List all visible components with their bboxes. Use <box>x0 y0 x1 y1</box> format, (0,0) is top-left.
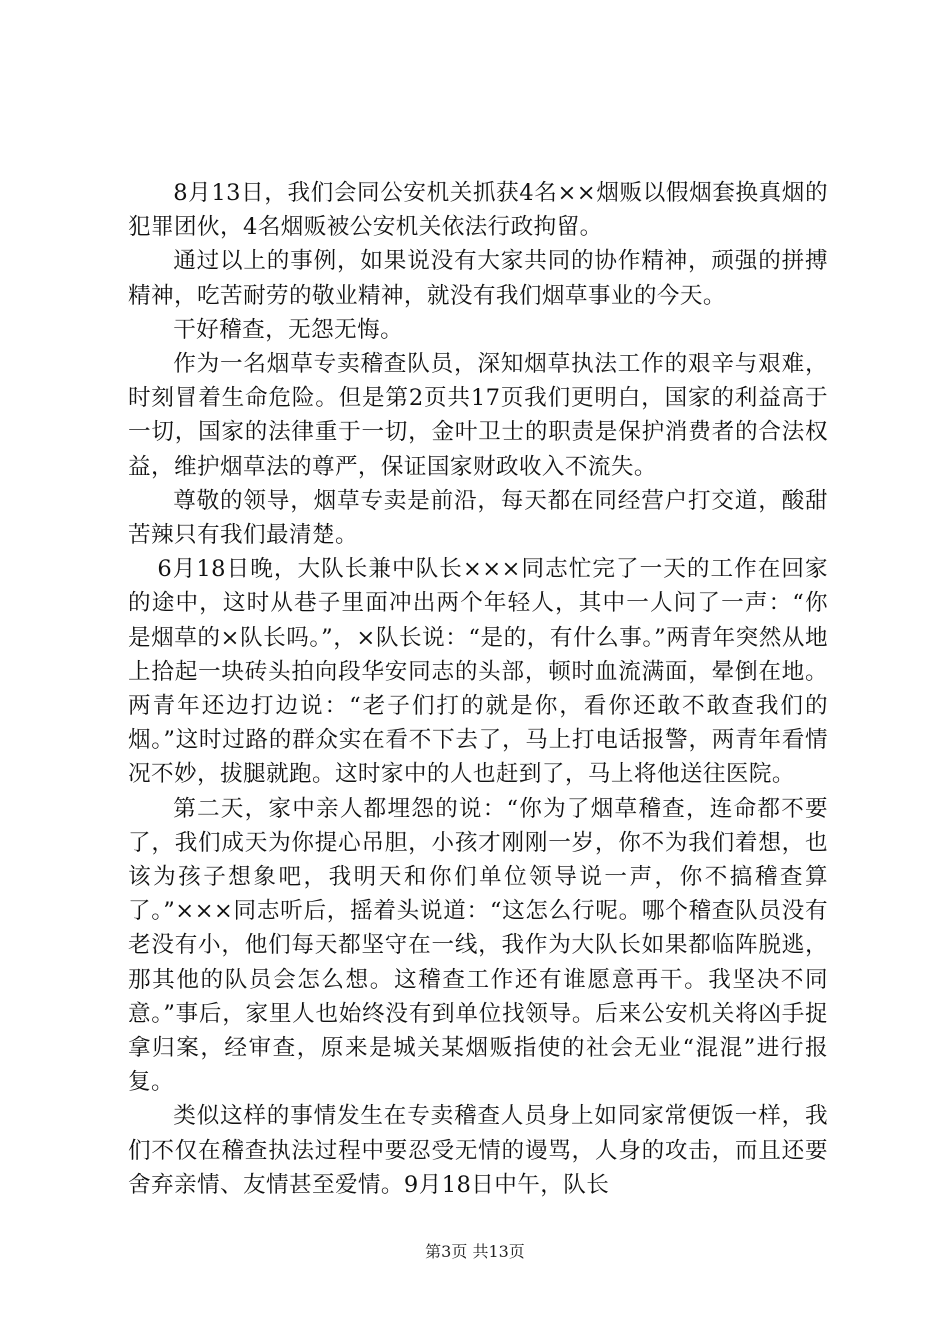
page-number-footer: 第3页 共13页 <box>425 1242 525 1261</box>
paragraph-frontline: 尊敬的领导，烟草专卖是前沿，每天都在同经营户打交道，酸甜苦辣只有我们最清楚。 <box>128 487 828 549</box>
paragraph-teamwork-spirit: 通过以上的事例，如果说没有大家共同的协作精神，顽强的拼搏精神，吃苦耐劳的敬业精神，就没有我们烟草事业的今天。 <box>128 248 828 309</box>
paragraph-arrest-report: 8月13日，我们会同公安机关抓获4名××烟贩以假烟套换真烟的犯罪团伙，4名烟贩被公安机关依法行政拘留。 <box>128 180 828 241</box>
paragraph-inspector-duty: 作为一名烟草专卖稽查队员，深知烟草执法工作的艰辛与艰难，时刻冒着生命危险。但是第2页共17页我们更明白，国家的利益高于一切，国家的法律重于一切，金叶卫士的职责是保护消费者的合法权益，维护烟草法的尊严，保证国家财政收入不流失。 <box>128 351 828 480</box>
paragraph-family-complaint: 第二天，家中亲人都埋怨的说：“你为了烟草稽查，连命都不要了，我们成天为你提心吊胆，小孩才刚刚一岁，你不为我们着想，也该为孩子想象吧，我明天和你们单位领导说一声，你不搞稽查算了。”×××同志听后，摇着头说道：“这怎么行呢。哪个稽查队员没有老没有小，他们每天都坚守在一线，我作为大队长如果都临阵脱逃，那其他的队员会怎么想。这稽查工作还有谁愿意再干。我坚决不同意。”事后，家里人也始终没有到单位找领导。后来公安机关将凶手捉拿归案，经审查，原来是城关某烟贩指使的社会无业“混混”进行报复。 <box>128 795 829 1096</box>
paragraph-sacrifice: 类似这样的事情发生在专卖稽查人员身上如同家常便饭一样，我们不仅在稽查执法过程中要忍受无情的谩骂，人身的攻击，而且还要舍弃亲情、友情甚至爱情。9月18日中午，队长 <box>128 1103 828 1198</box>
document-body <box>128 176 828 1202</box>
paragraph-no-regrets: 干好稽查，无怨无悔。 <box>173 316 404 343</box>
paragraph-june-attack: 6月18日晚，大队长兼中队长×××同志忙完了一天的工作在回家的途中，这时从巷子里面冲出两个年轻人，其中一人问了一声：“你是烟草的×队长吗。”，×队长说：“是的，有什么事。”两青年突然从地上拾起一块砖头拍向段华安同志的头部，顿时血流满面，晕倒在地。两青年还边打边说：“老子们打的就是你，看你还敢不敢查我们的烟。”这时过路的群众实在看不下去了，马上打电话报警，两青年看情况不妙，拔腿就跑。这时家中的人也赶到了，马上将他送往医院。 <box>128 556 828 788</box>
